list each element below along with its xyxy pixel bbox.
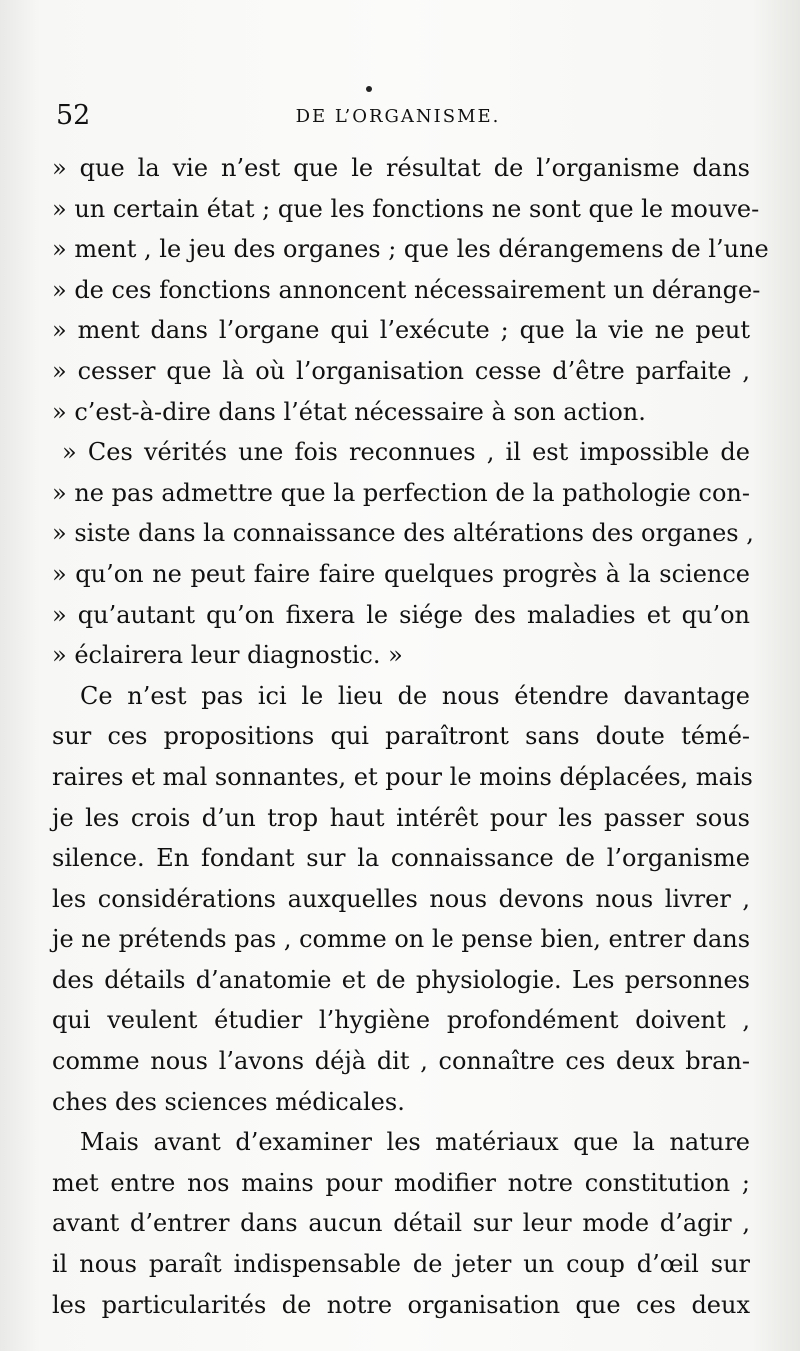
text-line: je les crois d’un trop haut intérêt pour les passer sous [52,803,750,832]
text-line: met entre nos mains pour modifier notre constitution ; [52,1168,750,1197]
text-line: » Ces vérités une fois reconnues , il est impossible de [62,438,750,467]
text-line: silence. En fondant sur la connaissance de l’organisme [52,844,750,873]
text-line: » de ces fonctions annoncent nécessairement un dérange- [52,275,761,304]
text-line: » que la vie n’est que le résultat de l’organisme dans [52,154,750,182]
text-line: les particularités de notre organisation que ces deux [52,1290,750,1319]
text-line: ches des sciences médicales. [52,1087,405,1116]
page-header [56,100,740,140]
ink-speck [366,86,372,92]
text-line: Mais avant d’examiner les matériaux que la nature [80,1128,750,1157]
page-number: 52 [56,100,91,131]
text-line: je ne prétends pas , comme on le pense bien, entrer dans [52,925,751,954]
text-line: » qu’autant qu’on fixera le siége des maladies et qu’on [52,600,750,629]
text-line: Ce n’est pas ici le lieu de nous étendre davantage [80,681,750,710]
text-line: » siste dans la connaissance des altérations des organes , [52,519,754,548]
text-line: » c’est-à-dire dans l’état nécessaire à son action. [52,397,646,426]
text-line: » éclairera leur diagnostic. » [52,641,403,670]
text-line: il nous paraît indispensable de jeter un coup d’œil sur [52,1250,750,1279]
text-line: » ne pas admettre que la perfection de la pathologie con- [52,478,750,507]
text-line: des détails d’anatomie et de physiologie. Les personnes [52,965,750,994]
text-line: comme nous l’avons déjà dit , connaître ces deux bran- [52,1047,750,1076]
text-line: » ment , le jeu des organes ; que les dérangemens de l’une [52,235,769,264]
body-text [52,148,769,1325]
running-title: DE L’ORGANISME. [295,106,501,127]
text-line: les considérations auxquelles nous devons nous livrer , [52,884,750,913]
text-line: qui veulent étudier l’hygiène profondément doivent , [52,1006,750,1035]
text-line: » qu’on ne peut faire faire quelques progrès à la science [52,559,750,588]
text-line: » un certain état ; que les fonctions ne sont que le mouve- [52,194,760,223]
text-line: avant d’entrer dans aucun détail sur leur mode d’agir , [52,1209,750,1238]
text-line: raires et mal sonnantes, et pour le moins déplacées, mais [52,762,753,791]
text-line: sur ces propositions qui paraîtront sans doute témé- [52,722,750,751]
text-line: » ment dans l’organe qui l’exécute ; que la vie ne peut [52,316,750,345]
text-line: » cesser que là où l’organisation cesse d’être parfaite , [52,356,750,385]
